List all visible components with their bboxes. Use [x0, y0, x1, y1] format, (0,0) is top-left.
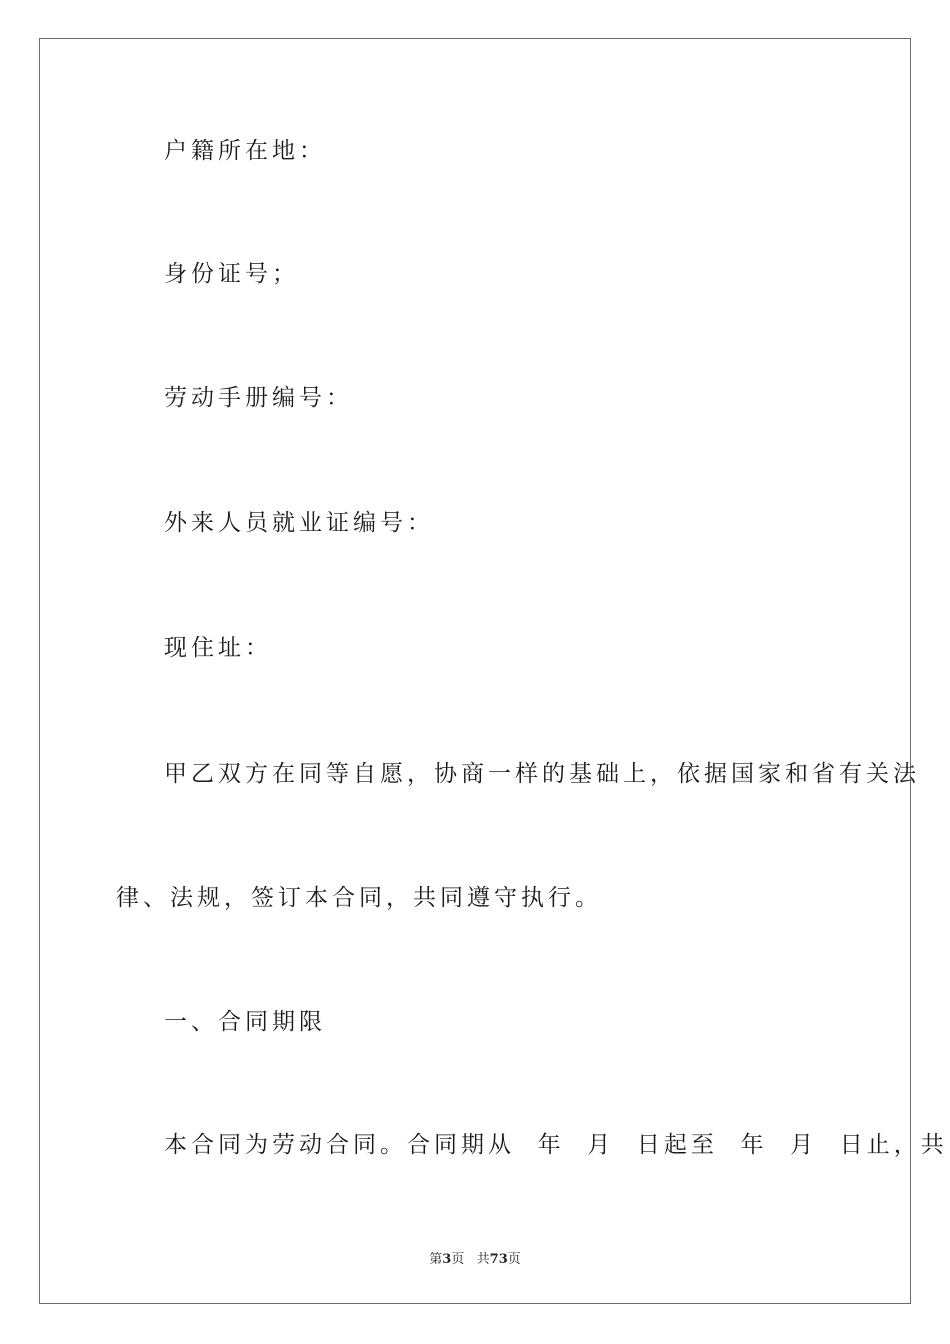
page-footer — [0, 1248, 950, 1267]
paragraph-contract-term: 本合同为劳动合同。合同期从 年 月 日起至 年 月 日止，共 — [164, 1132, 948, 1158]
id-number-label: 身份证号； — [164, 261, 299, 287]
footer-page-prefix: 第 — [429, 1252, 443, 1267]
page-border — [39, 38, 911, 1304]
footer-page-total: 73 — [489, 1252, 508, 1267]
labor-handbook-number-label: 劳动手册编号： — [164, 385, 353, 411]
employment-permit-number-label: 外来人员就业证编号： — [164, 510, 434, 536]
section-heading-contract-term: 一、合同期限 — [164, 1009, 326, 1035]
footer-page-suffix: 页 — [507, 1252, 521, 1267]
household-registration-label: 户籍所在地： — [164, 138, 326, 164]
footer-page-mid: 页 共 — [451, 1252, 490, 1267]
footer-page-current: 3 — [442, 1252, 452, 1267]
paragraph-line-2: 律、法规，签订本合同，共同遵守执行。 — [116, 885, 602, 911]
current-address-label: 现住址： — [164, 635, 272, 661]
paragraph-line-1: 甲乙双方在同等自愿，协商一样的基础上，依据国家和省有关法 — [164, 761, 920, 787]
